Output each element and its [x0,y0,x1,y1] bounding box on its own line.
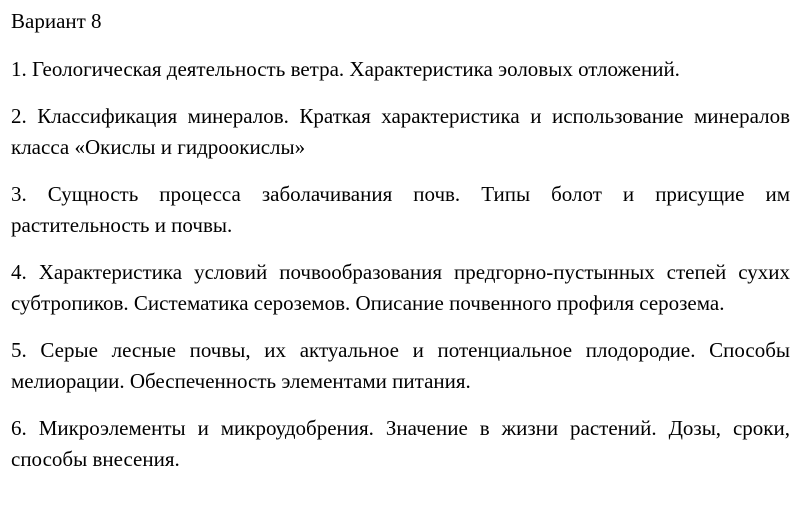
question-item-2: 2. Классификация минералов. Краткая характеристика и использование минералов класса «Окислы и гидроокислы» [11,104,790,159]
question-item-3: 3. Сущность процесса заболачивания почв. Типы болот и присущие им растительность и почвы. [11,182,790,237]
question-item-1: 1. Геологическая деятельность ветра. Характеристика эоловых отложений. [11,57,680,81]
question-item-6: 6. Микроэлементы и микроудобрения. Значение в жизни растений. Дозы, сроки, способы внесения. [11,416,790,471]
question-item-5: 5. Серые лесные почвы, их актуальное и потенциальное плодородие. Способы мелиорации. Обеспеченность элементами питания. [11,338,790,393]
variant-title: Вариант 8 [11,9,102,33]
question-item-4: 4. Характеристика условий почвообразования предгорно-пустынных степей сухих субтропиков. Систематика сероземов. Описание почвенного профиля серозема. [11,260,790,315]
document-page [11,6,790,475]
